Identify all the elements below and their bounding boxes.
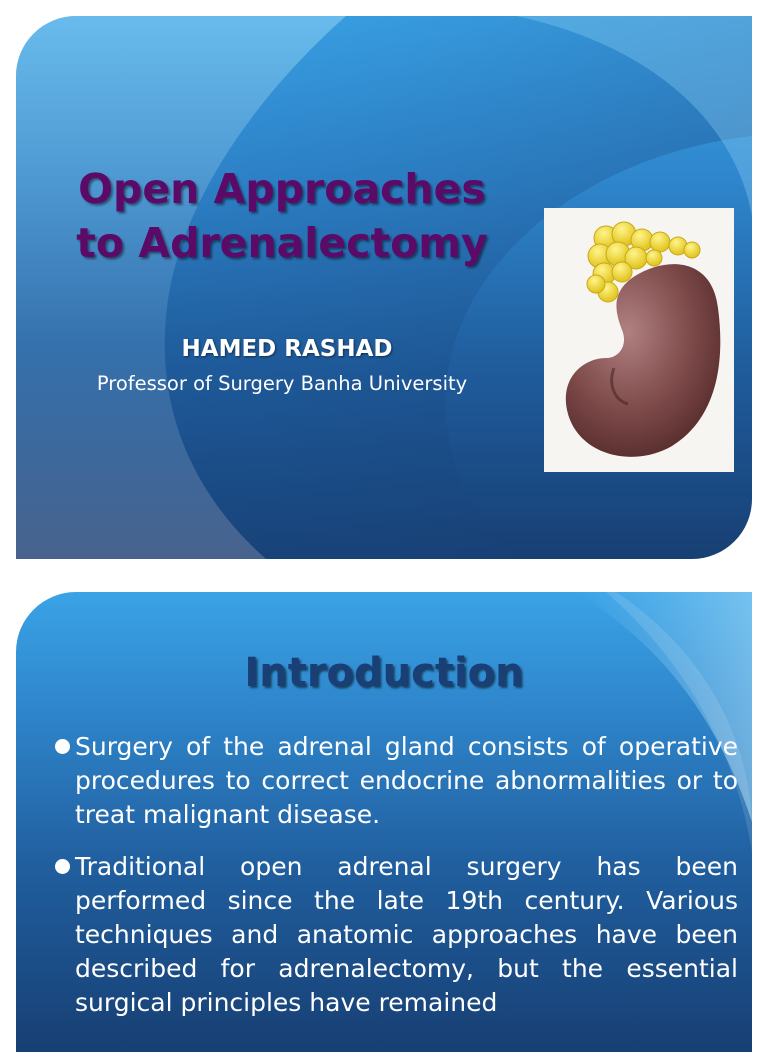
bullet-icon: [55, 859, 70, 874]
introduction-slide: [16, 592, 752, 1052]
title-line-2: to Adrenalectomy: [76, 219, 488, 267]
bullet-list: [52, 730, 738, 1038]
list-item: [52, 730, 738, 832]
bullet-icon: [55, 739, 70, 754]
kidney-adrenal-illustration-icon: [544, 208, 734, 472]
title-line-1: Open Approaches: [78, 165, 486, 213]
author-name: HAMED RASHAD: [181, 336, 393, 362]
title-slide: [16, 16, 752, 559]
list-item: [52, 850, 738, 1020]
bullet-text: Surgery of the adrenal gland consists of operative procedures to correct endocrine abnormalities or to treat malignant disease.: [75, 732, 738, 829]
slide-title: [40, 162, 524, 270]
author-affiliation: Professor of Surgery Banha University: [96, 372, 468, 395]
kidney-image: [544, 208, 734, 472]
section-heading: Introduction: [244, 650, 524, 696]
bullet-text: Traditional open adrenal surgery has been performed since the late 19th century. Various techniques and anatomic approaches have been described for adrenalectomy, but the essential surgical principles have remained: [75, 852, 738, 1017]
